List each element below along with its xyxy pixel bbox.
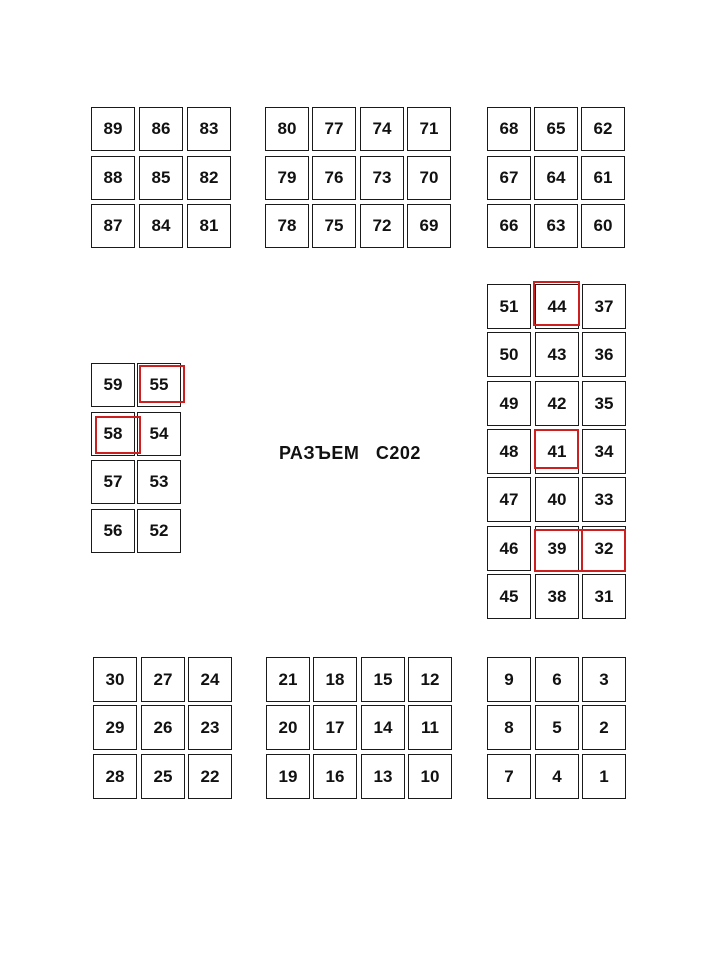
pin-58: 58 — [91, 412, 135, 456]
pin-40: 40 — [535, 477, 579, 522]
pin-86: 86 — [139, 107, 183, 151]
pin-54: 54 — [137, 412, 181, 456]
pin-60: 60 — [581, 204, 625, 248]
pin-2: 2 — [582, 705, 626, 750]
pin-6: 6 — [535, 657, 579, 702]
pin-72: 72 — [360, 204, 404, 248]
pin-7: 7 — [487, 754, 531, 799]
pin-35: 35 — [582, 381, 626, 426]
pin-59: 59 — [91, 363, 135, 407]
pin-64: 64 — [534, 156, 578, 200]
pin-24: 24 — [188, 657, 232, 702]
pin-46: 46 — [487, 526, 531, 571]
pin-66: 66 — [487, 204, 531, 248]
pin-42: 42 — [535, 381, 579, 426]
pin-15: 15 — [361, 657, 405, 702]
pin-25: 25 — [141, 754, 185, 799]
pin-47: 47 — [487, 477, 531, 522]
pin-55: 55 — [137, 363, 181, 407]
pin-16: 16 — [313, 754, 357, 799]
pin-31: 31 — [582, 574, 626, 619]
pin-81: 81 — [187, 204, 231, 248]
pin-34: 34 — [582, 429, 626, 474]
pin-51: 51 — [487, 284, 531, 329]
pin-21: 21 — [266, 657, 310, 702]
connector-title: РАЗЪЕМ С202 — [279, 443, 421, 463]
pin-26: 26 — [141, 705, 185, 750]
pin-23: 23 — [188, 705, 232, 750]
pin-5: 5 — [535, 705, 579, 750]
pin-39: 39 — [535, 526, 579, 571]
pin-82: 82 — [187, 156, 231, 200]
pin-84: 84 — [139, 204, 183, 248]
pin-12: 12 — [408, 657, 452, 702]
pin-52: 52 — [137, 509, 181, 553]
pin-88: 88 — [91, 156, 135, 200]
pin-49: 49 — [487, 381, 531, 426]
pin-11: 11 — [408, 705, 452, 750]
pin-53: 53 — [137, 460, 181, 504]
pin-1: 1 — [582, 754, 626, 799]
pin-20: 20 — [266, 705, 310, 750]
pin-13: 13 — [361, 754, 405, 799]
pin-27: 27 — [141, 657, 185, 702]
pin-70: 70 — [407, 156, 451, 200]
pin-17: 17 — [313, 705, 357, 750]
pin-22: 22 — [188, 754, 232, 799]
pin-37: 37 — [582, 284, 626, 329]
pin-33: 33 — [582, 477, 626, 522]
pin-74: 74 — [360, 107, 404, 151]
pin-78: 78 — [265, 204, 309, 248]
pin-19: 19 — [266, 754, 310, 799]
pin-18: 18 — [313, 657, 357, 702]
pin-3: 3 — [582, 657, 626, 702]
pin-79: 79 — [265, 156, 309, 200]
pin-9: 9 — [487, 657, 531, 702]
pin-77: 77 — [312, 107, 356, 151]
pin-36: 36 — [582, 332, 626, 377]
pin-62: 62 — [581, 107, 625, 151]
pin-56: 56 — [91, 509, 135, 553]
pin-50: 50 — [487, 332, 531, 377]
pin-30: 30 — [93, 657, 137, 702]
pin-8: 8 — [487, 705, 531, 750]
pin-32: 32 — [582, 526, 626, 571]
pin-69: 69 — [407, 204, 451, 248]
pin-10: 10 — [408, 754, 452, 799]
pin-76: 76 — [312, 156, 356, 200]
pin-45: 45 — [487, 574, 531, 619]
pin-4: 4 — [535, 754, 579, 799]
pin-44: 44 — [535, 284, 579, 329]
pin-65: 65 — [534, 107, 578, 151]
pin-73: 73 — [360, 156, 404, 200]
pin-67: 67 — [487, 156, 531, 200]
pin-14: 14 — [361, 705, 405, 750]
pin-61: 61 — [581, 156, 625, 200]
pin-57: 57 — [91, 460, 135, 504]
pin-29: 29 — [93, 705, 137, 750]
pin-83: 83 — [187, 107, 231, 151]
pin-38: 38 — [535, 574, 579, 619]
pin-63: 63 — [534, 204, 578, 248]
pin-80: 80 — [265, 107, 309, 151]
pin-43: 43 — [535, 332, 579, 377]
pin-71: 71 — [407, 107, 451, 151]
pin-85: 85 — [139, 156, 183, 200]
pin-87: 87 — [91, 204, 135, 248]
pin-48: 48 — [487, 429, 531, 474]
pin-75: 75 — [312, 204, 356, 248]
pin-28: 28 — [93, 754, 137, 799]
pin-68: 68 — [487, 107, 531, 151]
pin-89: 89 — [91, 107, 135, 151]
pin-41: 41 — [535, 429, 579, 474]
